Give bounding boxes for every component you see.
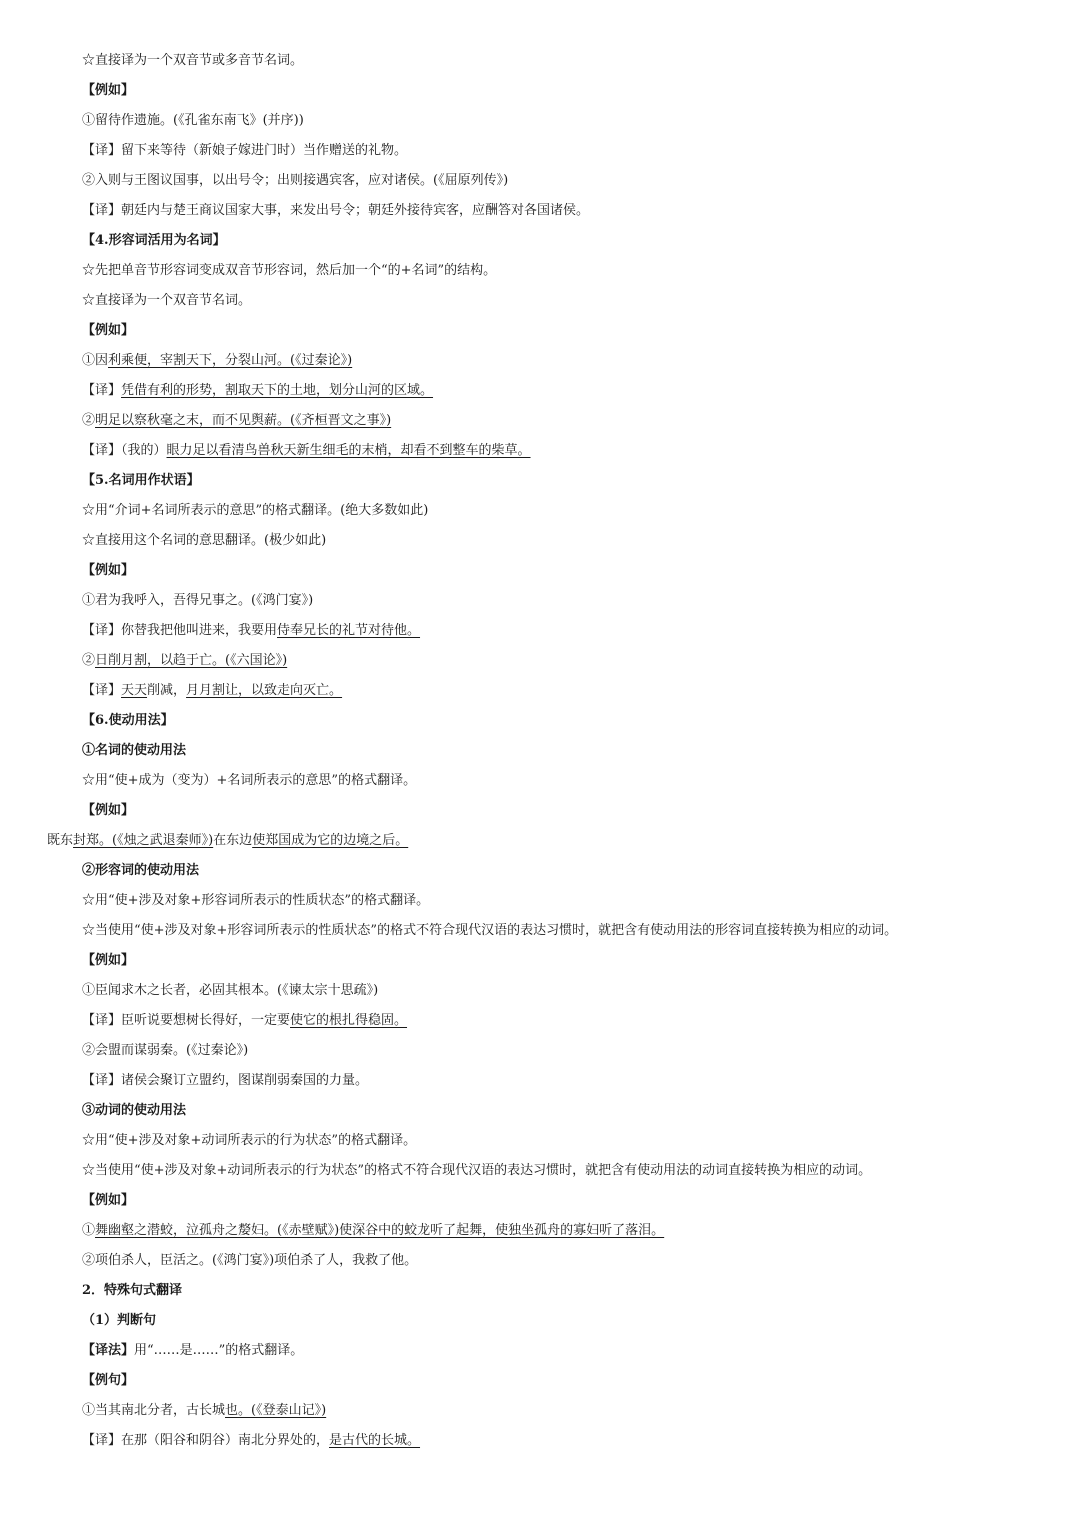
text-line <box>0 1366 1080 1396</box>
text-segment: 【译】诸侯会聚订立盟约，图谋削弱秦国的力量。 <box>82 1073 369 1088</box>
text-segment: ☆用“介词+名词所表示的意思”的格式翻译。(绝大多数如此) <box>82 503 429 518</box>
text-segment: 削减， <box>147 683 187 698</box>
text-segment: 【译】（我的） <box>82 443 167 458</box>
text-line <box>0 316 1080 346</box>
text-segment: 【例如】 <box>82 953 135 968</box>
text-segment: ☆当使用“使+涉及对象+动词所表示的行为状态”的格式不符合现代汉语的表达习惯时，就把含有使动用法的动词直接转换为相应的动词。 <box>82 1163 872 1178</box>
text-segment: ①君为我呼入，吾得兄事之。(《鸿门宴》) <box>82 593 314 608</box>
text-segment: ①臣闻求木之长者，必固其根本。(《谏太宗十思疏》) <box>82 983 379 998</box>
text-line <box>0 256 1080 286</box>
text-segment: ☆用“使+涉及对象+形容词所表示的性质状态”的格式翻译。 <box>82 893 430 908</box>
text-segment: 2．特殊句式翻译 <box>82 1283 183 1298</box>
text-segment: 【例句】 <box>82 1373 135 1388</box>
text-segment: ①名词的使动用法 <box>82 743 187 758</box>
text-line <box>0 1216 1080 1246</box>
text-line <box>0 646 1080 676</box>
text-segment: ②会盟而谋弱秦。(《过秦论》) <box>82 1043 249 1058</box>
text-line <box>0 286 1080 316</box>
text-line <box>0 886 1080 916</box>
text-line <box>0 946 1080 976</box>
text-segment: 用“……是……”的格式翻译。 <box>134 1343 304 1358</box>
underlined-text: 凭借有利的形势，割取天下的土地，划分山河的区域。 <box>121 383 434 398</box>
underlined-text: 舞幽壑之潜蛟，泣孤舟之嫠妇。(《赤壁赋》)使深谷中的蛟龙听了起舞，使独坐孤舟的寡妇听了落泪。 <box>95 1223 665 1238</box>
text-line <box>0 916 1080 946</box>
underlined-text: 日削月割，以趋于亡。(《六国论》) <box>95 653 288 668</box>
text-segment: ② <box>82 653 96 668</box>
text-line <box>0 46 1080 76</box>
text-segment: 【译】朝廷内与楚王商议国家大事，来发出号令；朝廷外接待宾客，应酬答对各国诸侯。 <box>82 203 590 218</box>
text-line <box>0 1036 1080 1066</box>
text-line <box>0 466 1080 496</box>
text-segment: ☆直接用这个名词的意思翻译。(极少如此) <box>82 533 327 548</box>
text-segment: 【4.形容词活用为名词】 <box>82 233 226 248</box>
text-segment: ☆用“使+涉及对象+动词所表示的行为状态”的格式翻译。 <box>82 1133 417 1148</box>
text-segment: ①当其南北分者，古长城 <box>82 1403 226 1418</box>
text-segment: ☆当使用“使+涉及对象+形容词所表示的性质状态”的格式不符合现代汉语的表达习惯时，就把含有使动用法的形容词直接转换为相应的动词。 <box>82 923 898 938</box>
text-segment: 【5.名词用作状语】 <box>82 473 200 488</box>
text-line <box>0 1156 1080 1186</box>
text-line <box>0 1396 1080 1426</box>
text-line <box>0 406 1080 436</box>
text-line <box>0 76 1080 106</box>
text-segment: 【例如】 <box>82 1193 135 1208</box>
text-segment: ①因 <box>82 353 109 368</box>
text-line <box>0 436 1080 466</box>
text-line <box>0 766 1080 796</box>
document-page <box>0 46 1080 1456</box>
text-segment: ☆直接译为一个双音节名词。 <box>82 293 252 308</box>
text-segment: ②项伯杀人，臣活之。(《鸿门宴》)项伯杀了人，我救了他。 <box>82 1253 418 1268</box>
text-line <box>0 1186 1080 1216</box>
text-line <box>0 1066 1080 1096</box>
underlined-text: 侍奉兄长的礼节对待他。 <box>277 623 421 638</box>
underlined-text: 使它的根扎得稳固。 <box>290 1013 408 1028</box>
text-segment: 【译】 <box>82 683 122 698</box>
text-line <box>0 346 1080 376</box>
underlined-text: 月月割让，以致走向灭亡。 <box>186 683 343 698</box>
text-line <box>0 796 1080 826</box>
text-segment: 【译】你替我把他叫进来，我要用 <box>82 623 278 638</box>
text-line <box>0 136 1080 166</box>
text-segment: ③动词的使动用法 <box>82 1103 187 1118</box>
text-line <box>0 976 1080 1006</box>
text-line <box>0 1006 1080 1036</box>
text-line <box>0 1246 1080 1276</box>
text-line <box>0 1306 1080 1336</box>
text-segment: 【6.使动用法】 <box>82 713 174 728</box>
text-line <box>0 1276 1080 1306</box>
text-segment: 在东边 <box>213 833 253 848</box>
text-line <box>0 1126 1080 1156</box>
text-segment: 【译】 <box>82 383 122 398</box>
text-line <box>0 1426 1080 1456</box>
text-segment: ☆直接译为一个双音节或多音节名词。 <box>82 53 304 68</box>
text-line <box>0 526 1080 556</box>
text-line <box>0 676 1080 706</box>
underlined-text: 天天 <box>121 683 148 698</box>
text-segment: ①留待作遗施。(《孔雀东南飞》(并序)) <box>82 113 304 128</box>
text-line <box>0 1336 1080 1366</box>
underlined-text: 使郑国成为它的边境之后。 <box>252 833 409 848</box>
text-line <box>0 196 1080 226</box>
text-segment: ① <box>82 1223 96 1238</box>
text-line <box>0 496 1080 526</box>
text-line <box>0 226 1080 256</box>
text-line <box>0 556 1080 586</box>
underlined-text: 也。(《登泰山记》) <box>225 1403 327 1418</box>
text-line <box>0 736 1080 766</box>
text-segment: ②形容词的使动用法 <box>82 863 200 878</box>
text-segment: 【译】留下来等待（新娘子嫁进门时）当作赠送的礼物。 <box>82 143 408 158</box>
text-line <box>0 586 1080 616</box>
text-line <box>0 1096 1080 1126</box>
underlined-text: 封郑。(《烛之武退秦师》) <box>73 833 214 848</box>
underlined-text: 眼力足以看清鸟兽秋天新生细毛的末梢，却看不到整车的柴草。 <box>166 443 531 458</box>
text-segment: 【例如】 <box>82 803 135 818</box>
text-segment: ②入则与王图议国事，以出号令；出则接遇宾客，应对诸侯。(《屈原列传》) <box>82 173 509 188</box>
underlined-text: 利乘便，宰割天下，分裂山河。(《过秦论》) <box>108 353 353 368</box>
text-segment: 既东 <box>47 833 74 848</box>
text-segment: （1）判断句 <box>82 1313 157 1328</box>
text-segment: ② <box>82 413 96 428</box>
text-segment: 【例如】 <box>82 83 135 98</box>
text-line <box>0 166 1080 196</box>
text-line <box>0 856 1080 886</box>
text-segment: 【例如】 <box>82 563 135 578</box>
text-segment: ☆先把单音节形容词变成双音节形容词，然后加一个“的+名词”的结构。 <box>82 263 497 278</box>
underlined-text: 明足以察秋毫之末，而不见舆薪。(《齐桓晋文之事》) <box>95 413 392 428</box>
text-line <box>0 106 1080 136</box>
text-segment: 【译】臣听说要想树长得好，一定要 <box>82 1013 291 1028</box>
text-segment: ☆用“使+成为（变为）+名词所表示的意思”的格式翻译。 <box>82 773 417 788</box>
text-segment: 【译】在那（阳谷和阴谷）南北分界处的， <box>82 1433 330 1448</box>
text-line <box>0 706 1080 736</box>
text-line <box>0 616 1080 646</box>
text-segment: 【例如】 <box>82 323 135 338</box>
text-line <box>0 376 1080 406</box>
text-segment: 【译法】 <box>82 1343 135 1358</box>
underlined-text: 是古代的长城。 <box>329 1433 421 1448</box>
text-line <box>0 826 1080 856</box>
